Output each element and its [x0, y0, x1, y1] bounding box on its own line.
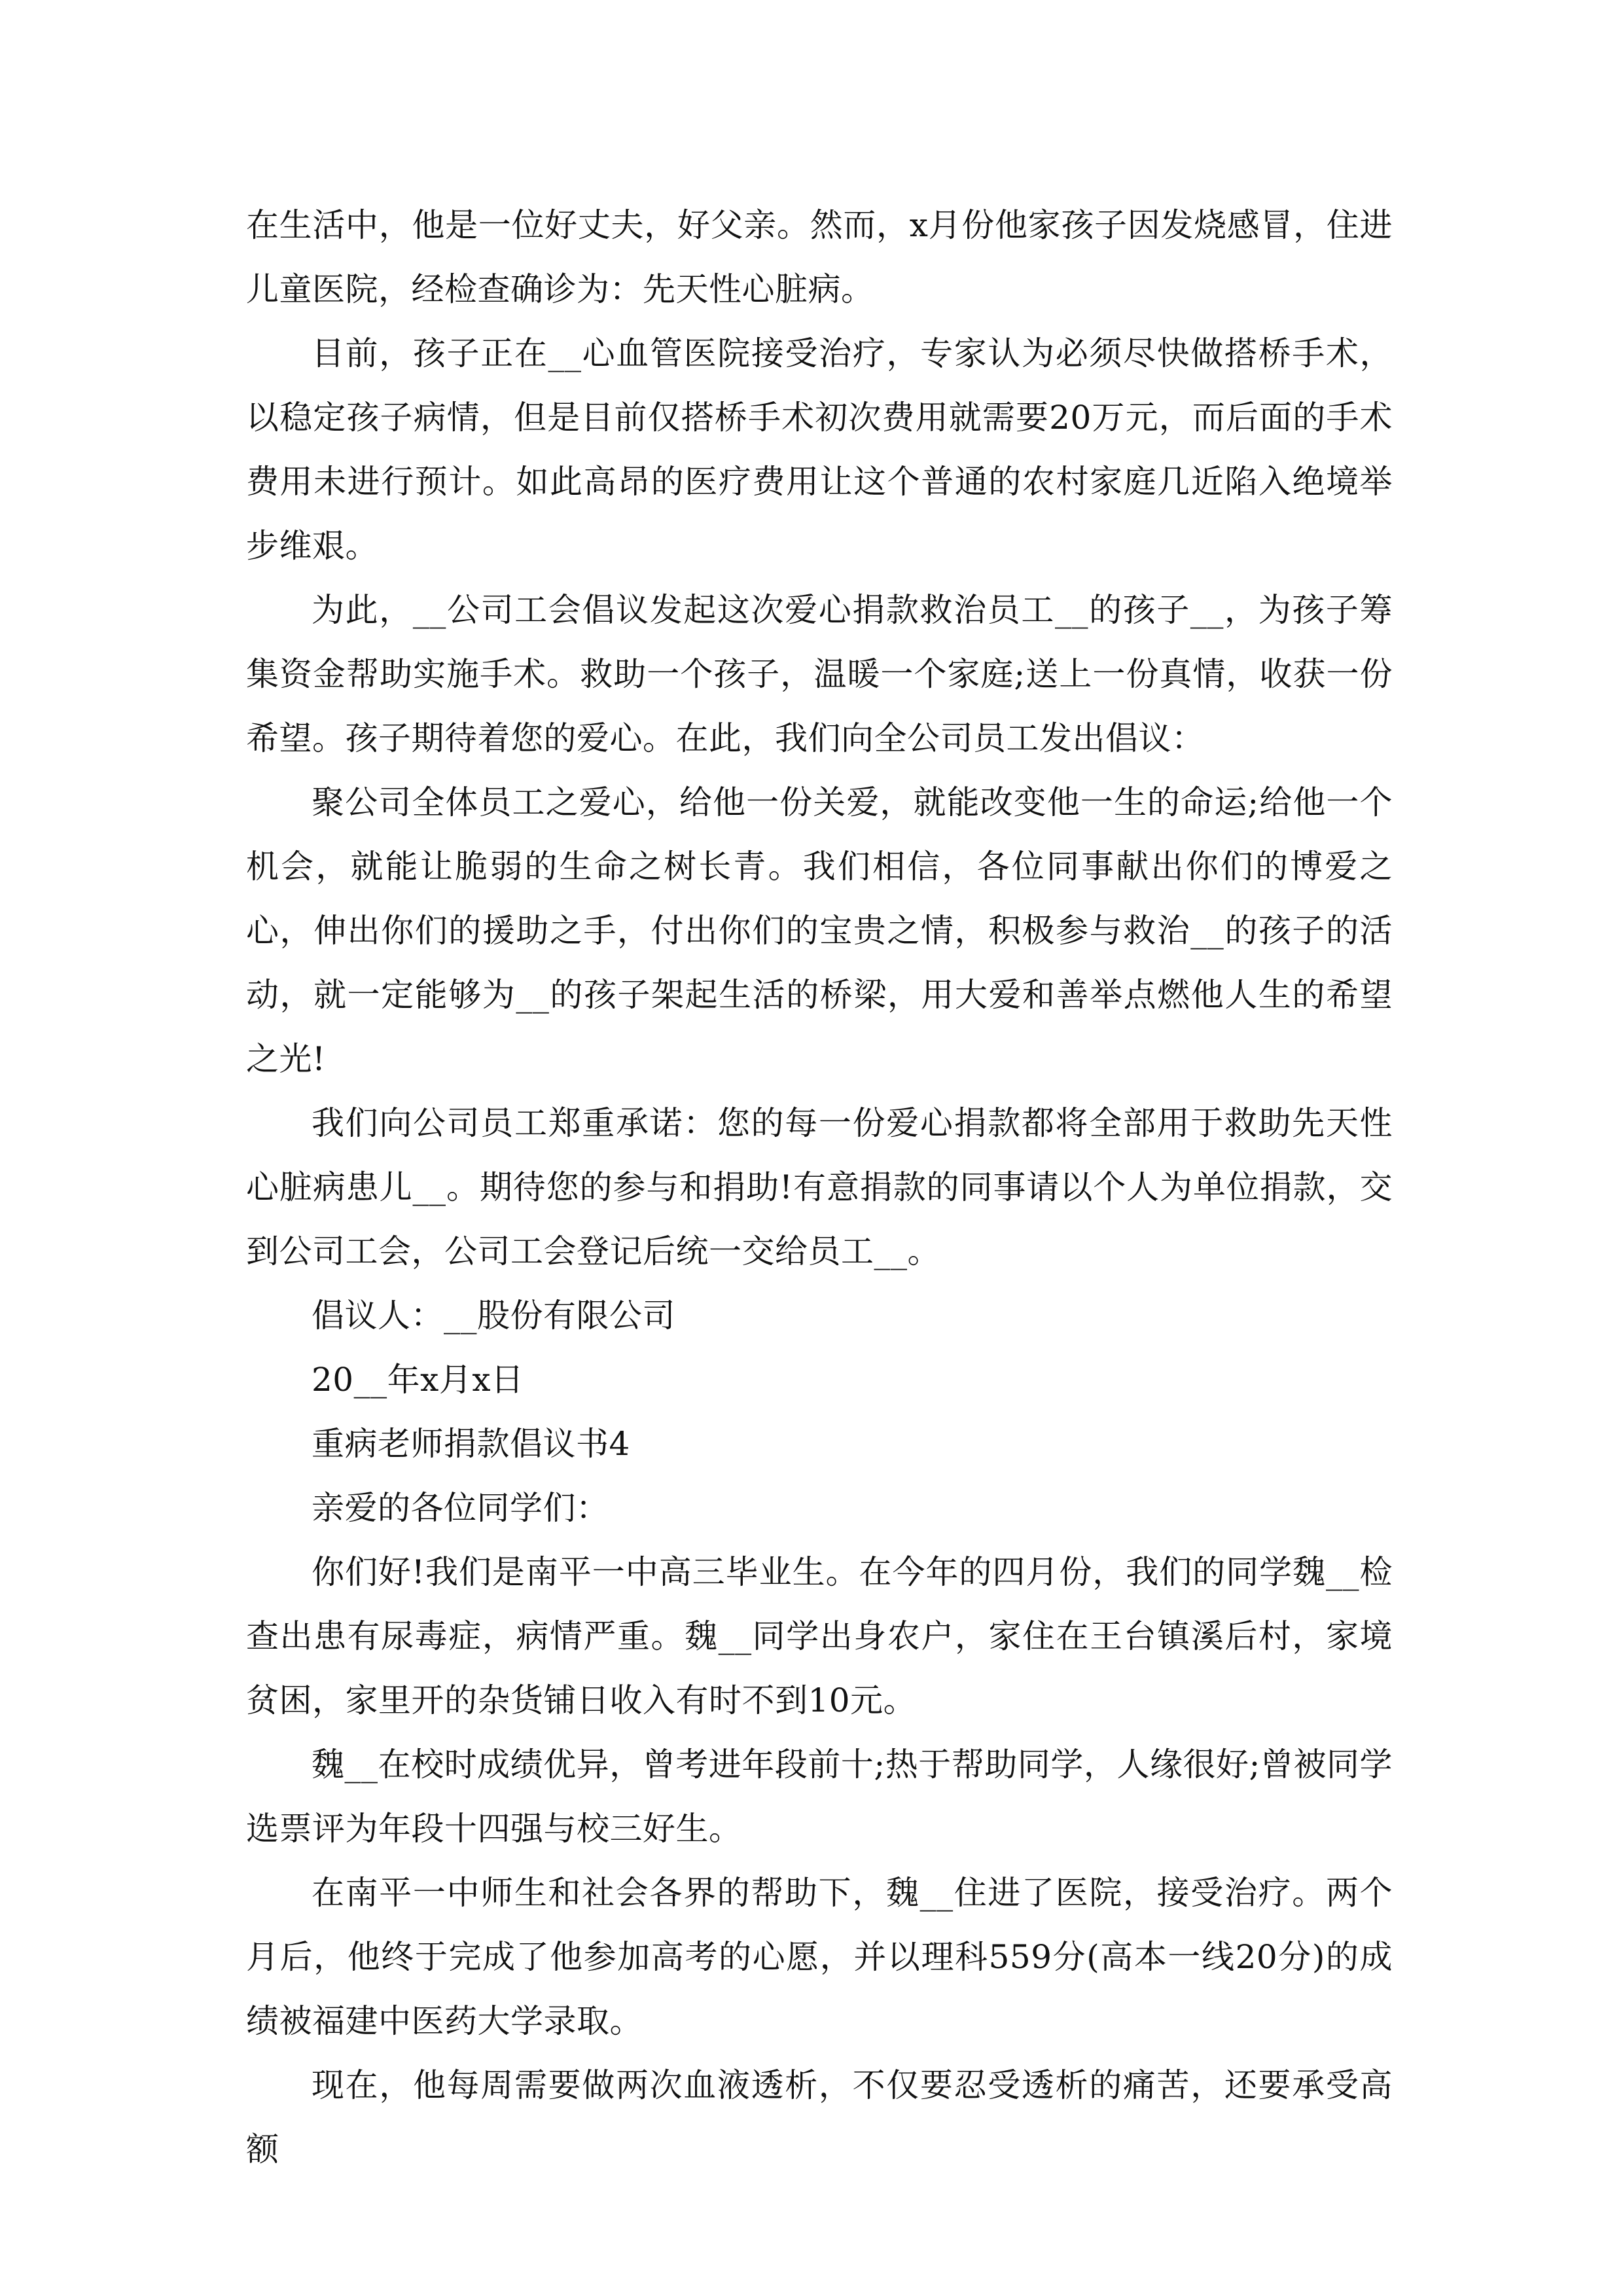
paragraph-8: 在南平一中师生和社会各界的帮助下，魏__住进了医院，接受治疗。两个月后，他终于完成了他参加高考的心愿，并以理科559分(高本一线20分)的成绩被福建中医药大学录取。 [246, 1874, 1393, 2040]
section-title: 重病老师捐款倡议书4 [312, 1425, 630, 1463]
paragraph-3: 为此，__公司工会倡议发起这次爱心捐款救治员工__的孩子__，为孩子筹集资金帮助实施手术。救助一个孩子，温暖一个家庭;送上一份真情，收获一份希望。孩子期待着您的爱心。在此，我们向全公司员工发出倡议： [246, 591, 1393, 757]
document-body [246, 193, 1393, 2181]
signatory-line: 倡议人：__股份有限公司 [312, 1297, 675, 1335]
paragraph-2: 目前，孩子正在__心血管医院接受治疗，专家认为必须尽快做搭桥手术，以稳定孩子病情，但是目前仅搭桥手术初次费用就需要20万元，而后面的手术费用未进行预计。如此高昂的医疗费用让这个普通的农村家庭几近陷入绝境举步维艰。 [246, 334, 1393, 565]
paragraph-7: 魏__在校时成绩优异，曾考进年段前十;热于帮助同学，人缘很好;曾被同学选票评为年段十四强与校三好生。 [246, 1746, 1393, 1848]
paragraph-4: 聚公司全体员工之爱心，给他一份关爱，就能改变他一生的命运;给他一个机会，就能让脆弱的生命之树长青。我们相信，各位同事献出你们的博爱之心，伸出你们的援助之手，付出你们的宝贵之情，积极参与救治__的孩子的活动，就一定能够为__的孩子架起生活的桥梁，用大爱和善举点燃他人生的希望之光! [246, 783, 1393, 1078]
paragraph-6: 你们好!我们是南平一中高三毕业生。在今年的四月份，我们的同学魏__检查出患有尿毒症，病情严重。魏__同学出身农户，家住在王台镇溪后村，家境贫困，家里开的杂货铺日收入有时不到10元。 [246, 1553, 1393, 1719]
date-line: 20__年x月x日 [312, 1361, 524, 1399]
salutation: 亲爱的各位同学们： [312, 1489, 609, 1527]
paragraph-1: 在生活中，他是一位好丈夫，好父亲。然而，x月份他家孩子因发烧感冒，住进儿童医院，经检查确诊为：先天性心脏病。 [246, 206, 1393, 308]
paragraph-5: 我们向公司员工郑重承诺：您的每一份爱心捐款都将全部用于救助先天性心脏病患儿__。期待您的参与和捐助!有意捐款的同事请以个人为单位捐款，交到公司工会，公司工会登记后统一交给员工__。 [246, 1104, 1393, 1270]
paragraph-9: 现在，他每周需要做两次血液透析，不仅要忍受透析的痛苦，还要承受高额 [246, 2066, 1393, 2168]
